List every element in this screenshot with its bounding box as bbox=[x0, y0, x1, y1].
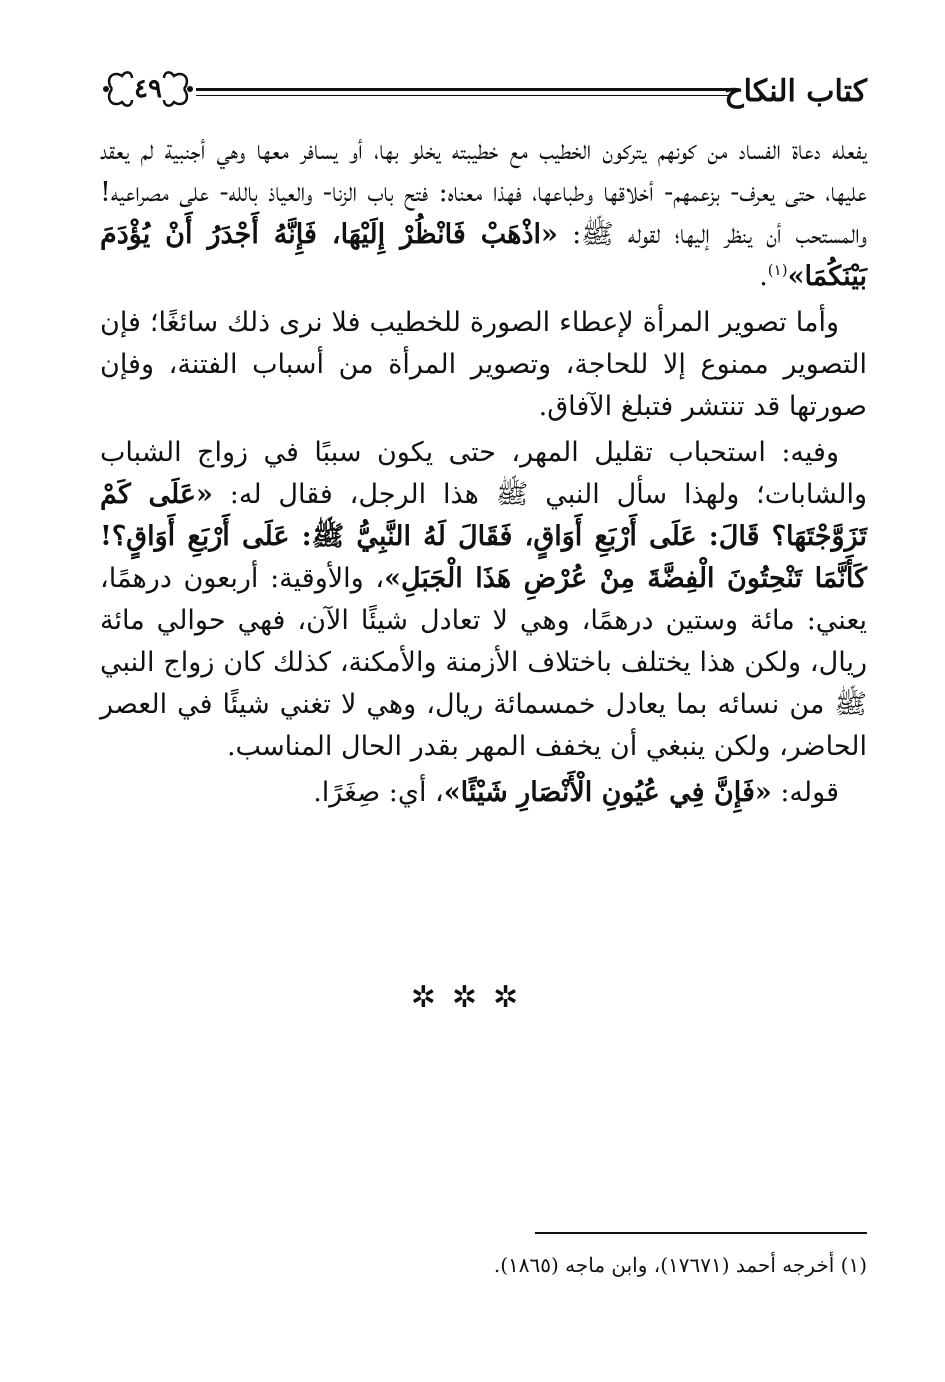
page-number-ornament bbox=[98, 66, 198, 112]
body-text bbox=[100, 130, 867, 818]
text-run: ، والأوقية: أربعون درهمًا، يعني: مائة وستين درهمًا، وهي لا تعادل شيئًا الآن، فهي حوالي مائة ريال، ولكن هذا يختلف باختلاف الأزمنة والأمكنة، كذلك كان زواج النبي ﷺ من نسائه بما يعادل خمسمائة ريال، وهي لا تغني شيئًا في العصر الحاضر، ولكن ينبغي أن يخفف المهر بقدر الحال المناسب. bbox=[100, 563, 867, 762]
header-rule-thin bbox=[196, 95, 729, 96]
paragraph-1 bbox=[100, 130, 867, 298]
hadith-quote: «اذْهَبْ فَانْظُرْ إِلَيْهَا، فَإِنَّهُ أَجْدَرُ أَنْ يُؤْدَمَ بَيْنَكُمَا» bbox=[100, 219, 867, 292]
text-run: يفعله دعاة الفساد من كونهم يتركون الخطيب مع خطيبته يخلو بها، أو يسافر معها وهي أجنبية لم يعقد عليها، حتى يعرف- بزعمهم- أخلاقها وطباعها، فهذا معناه: فتح باب الزنا- والعياذ بالله- على مصراعيه! والمستحب أن ينظر إليها؛ لقوله ﷺ: bbox=[100, 135, 867, 250]
hadith-quote: «فَإِنَّ فِي عُيُونِ الْأَنْصَارِ شَيْئًا» bbox=[443, 777, 772, 808]
footnote-ref: (١) bbox=[767, 261, 788, 279]
text-run: وفيه: استحباب تقليل المهر، حتى يكون سببًا في زواج الشباب والشابات؛ ولهذا سأل النبي ﷺ هذا الرجل، فقال له: bbox=[100, 437, 867, 510]
footnote: (١) أخرجه أحمد (١٧٦٧١)، وابن ماجه (١٨٦٥). bbox=[493, 1253, 867, 1277]
header-rule bbox=[196, 88, 729, 91]
page-number: ٤٩ bbox=[134, 74, 162, 104]
footnote-rule bbox=[535, 1232, 867, 1234]
text-run: ، أي: صِغَرًا. bbox=[313, 777, 444, 808]
paragraph-2 bbox=[100, 302, 867, 428]
page-header bbox=[98, 62, 867, 122]
hadith-quote: «عَلَى كَمْ تَزَوَّجْتَهَا؟ قَالَ: عَلَى أَرْبَعِ أَوَاقٍ، فَقَالَ لَهُ النَّبِيُّ ﷺ: عَلَى أَرْبَعِ أَوَاقٍ؟! كَأَنَّمَا تَنْحِتُونَ الْفِضَّةَ مِنْ عُرْضِ هَذَا الْجَبَلِ» bbox=[100, 479, 867, 594]
book-title: كتاب النكاح bbox=[724, 74, 867, 109]
text-run: وأما تصوير المرأة لإعطاء الصورة للخطيب فلا نرى ذلك سائغًا؛ فإن التصوير ممنوع إلا للحاجة، وتصوير المرأة من أسباب الفتنة، وفإن صورتها قد تنتشر فتبلغ الآفاق. bbox=[100, 307, 867, 422]
text-run: قوله: bbox=[771, 777, 839, 808]
paragraph-3 bbox=[100, 432, 867, 768]
section-separator: ✲✲✲ bbox=[410, 980, 535, 1015]
text-run: . bbox=[759, 261, 768, 292]
paragraph-4 bbox=[100, 772, 867, 814]
